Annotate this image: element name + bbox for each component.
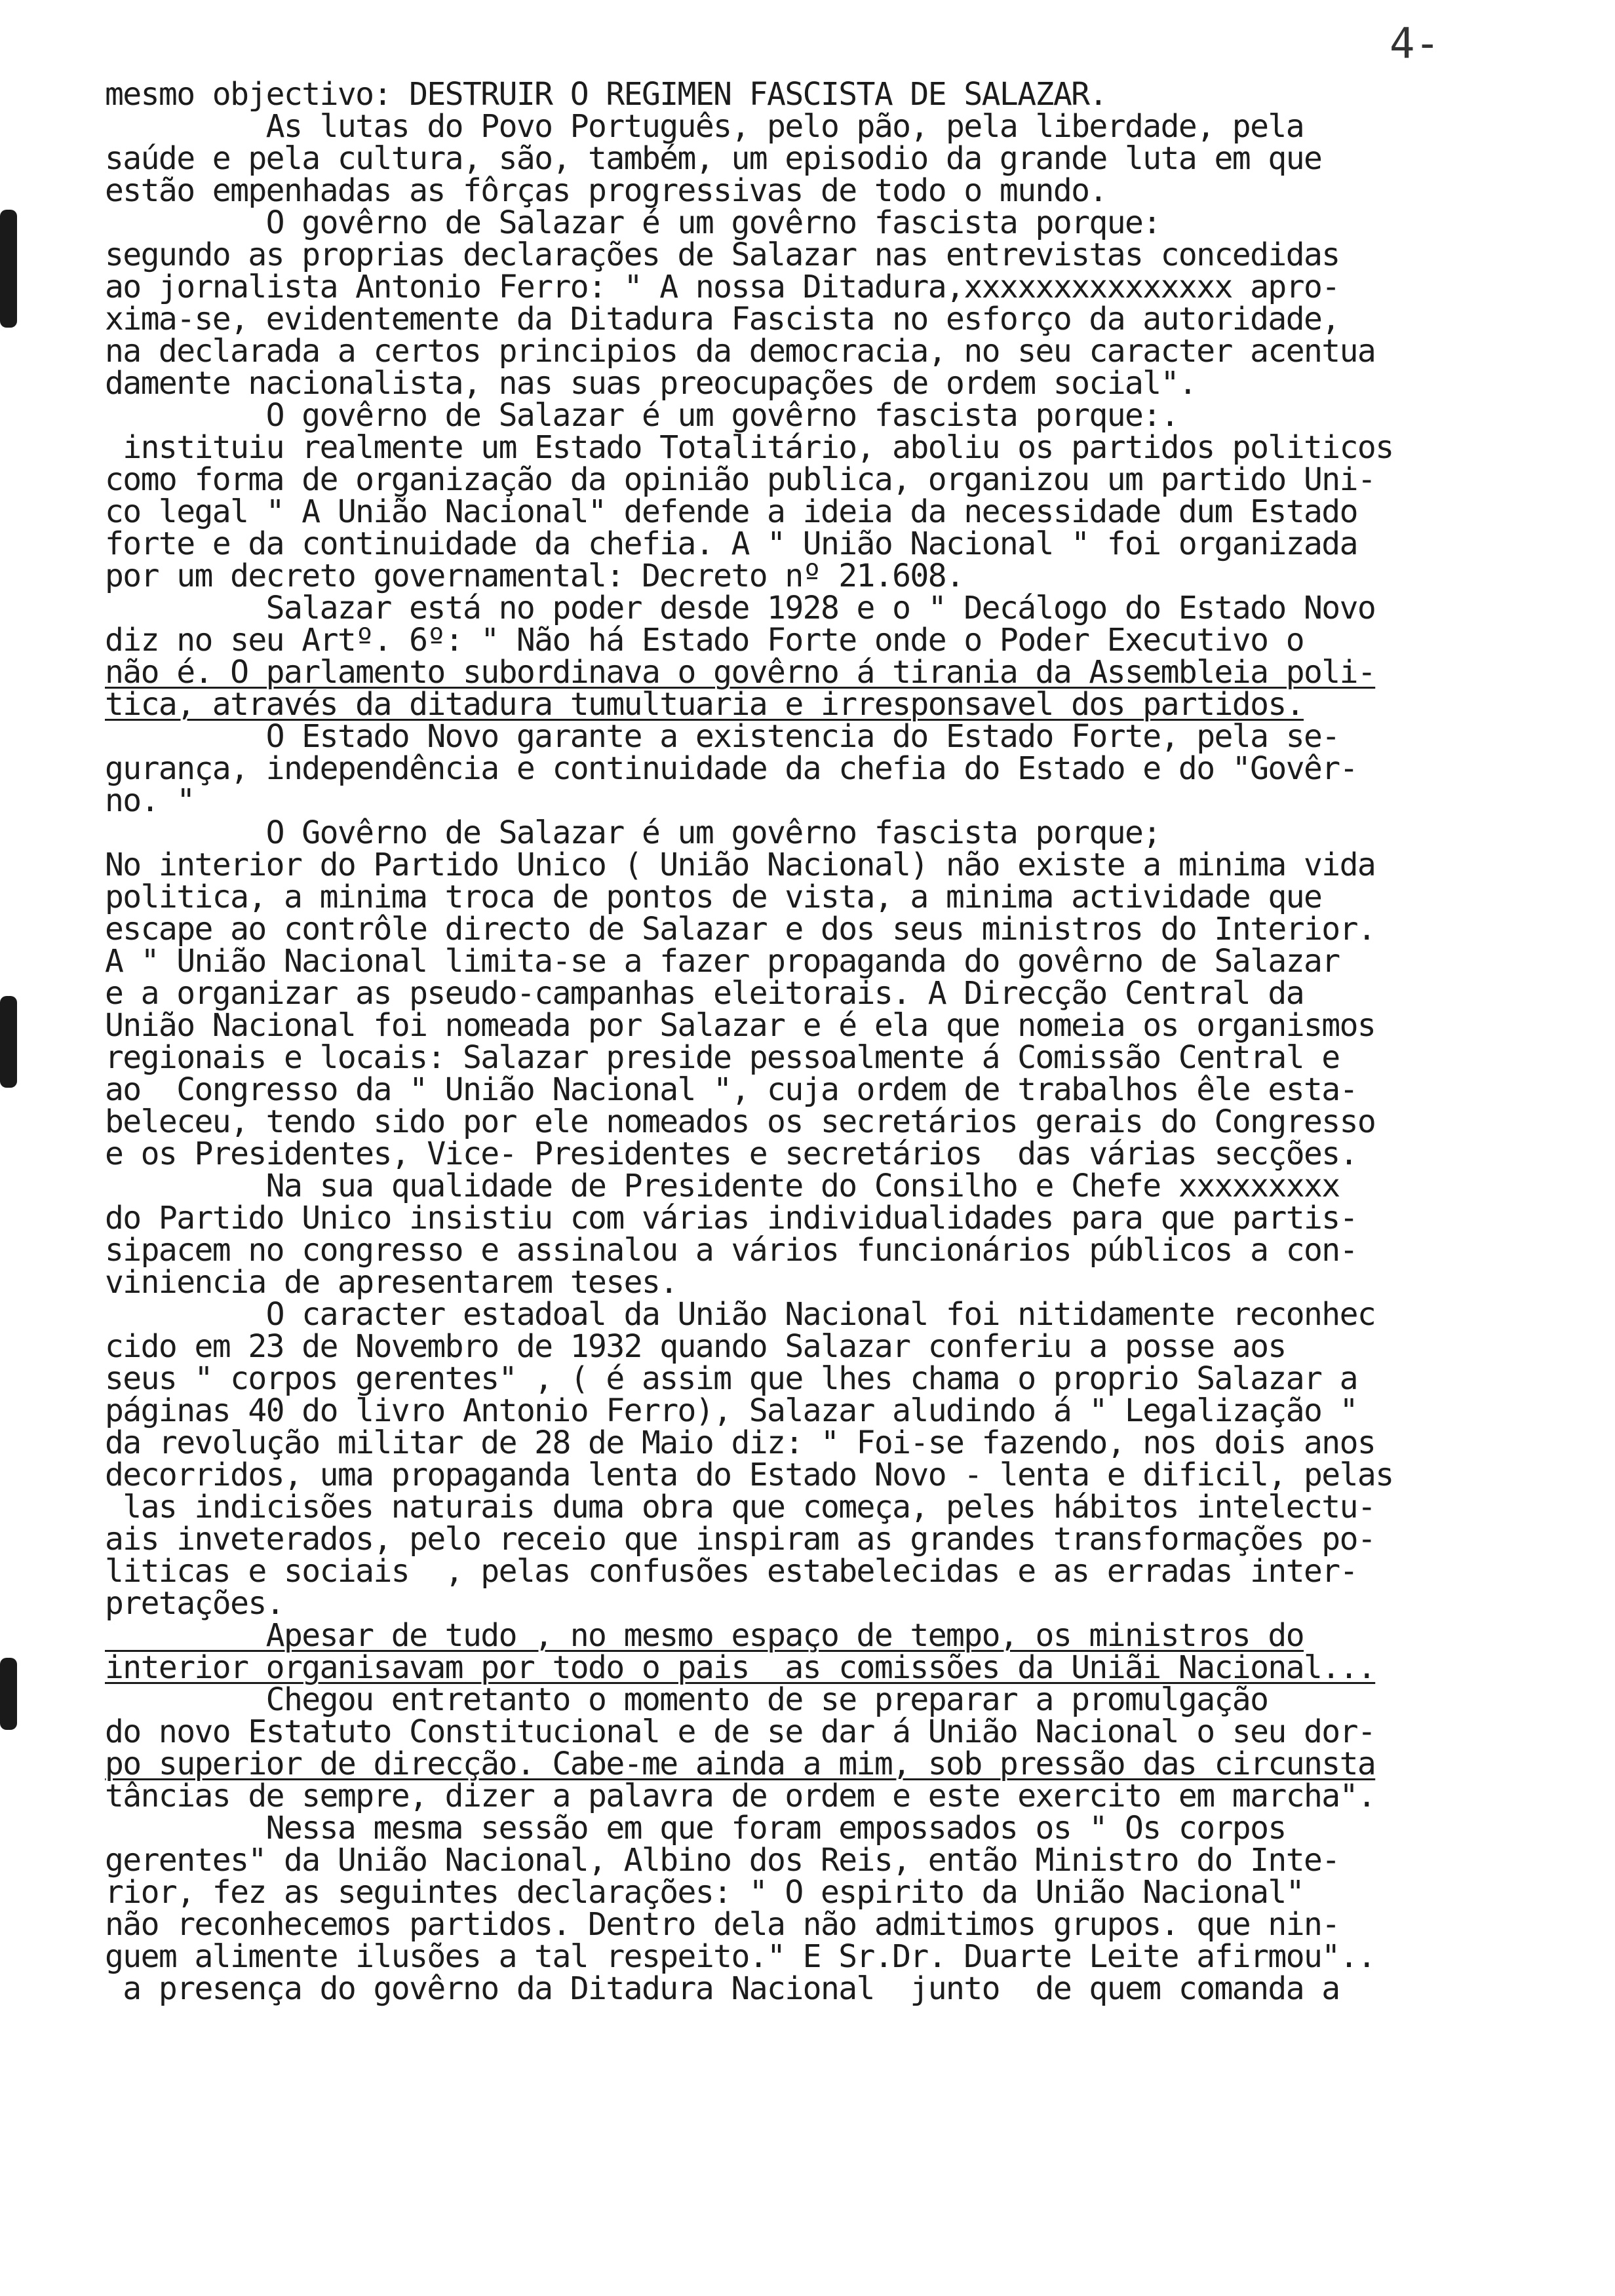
text-line: escape ao contrôle directo de Salazar e dos seus ministros do Interior. [105, 911, 1376, 947]
text-line: pretações. [105, 1585, 284, 1622]
text-line: ao jornalista Antonio Ferro: " A nossa Ditadura,xxxxxxxxxxxxxxx apro- [105, 269, 1340, 305]
page-number: 4- [1390, 20, 1441, 68]
text-line: O govêrno de Salazar é um govêrno fascista porque: [105, 204, 1161, 241]
text-line: liticas e sociais , pelas confusões estabelecidas e as erradas inter- [105, 1553, 1357, 1590]
text-line: rior, fez as seguintes declarações: " O espirito da União Nacional" [105, 1874, 1304, 1911]
text-line: gurança, independência e continuidade da chefia do Estado e do "Govêr- [105, 750, 1357, 787]
text-line: instituiu realmente um Estado Totalitário, aboliu os partidos politicos [105, 429, 1393, 466]
text-line: las indicisões naturais duma obra que começa, peles hábitos intelectu- [105, 1489, 1376, 1525]
underlined-text-line: Apesar de tudo , no mesmo espaço de tempo, os ministros do [105, 1617, 1304, 1654]
text-line: ais inveterados, pelo receio que inspiram as grandes transformações po- [105, 1521, 1376, 1558]
text-line: estão empenhadas as fôrças progressivas de todo o mundo. [105, 172, 1107, 209]
text-line: forte e da continuidade da chefia. A " União Nacional " foi organizada [105, 526, 1357, 562]
text-line: como forma de organização da opinião publica, organizou um partido Uni- [105, 461, 1376, 498]
underlined-text-line: po superior de direcção. Cabe-me ainda a mim, sob pressão das circunsta [105, 1746, 1376, 1782]
text-line: xima-se, evidentemente da Ditadura Fascista no esforço da autoridade, [105, 301, 1340, 337]
text-line: da revolução militar de 28 de Maio diz: " Foi-se fazendo, nos dois anos [105, 1425, 1376, 1461]
text-line: seus " corpos gerentes" , ( é assim que lhes chama o proprio Salazar a [105, 1360, 1357, 1397]
text-line: Salazar está no poder desde 1928 e o " Decálogo do Estado Novo [105, 590, 1376, 626]
underlined-text-line: interior organisavam por todo o pais as comissões da Uniãi Nacional... [105, 1649, 1376, 1686]
punch-hole-mark-middle [0, 996, 17, 1088]
punch-hole-mark-bottom [0, 1658, 17, 1730]
text-line: sipacem no congresso e assinalou a vários funcionários públicos a con- [105, 1232, 1357, 1269]
text-line: do Partido Unico insistiu com várias individualidades para que partis- [105, 1200, 1357, 1236]
text-line: e os Presidentes, Vice- Presidentes e secretários das várias secções. [105, 1136, 1357, 1172]
punch-hole-mark-top [0, 210, 17, 328]
text-line: A " União Nacional limita-se a fazer propaganda do govêrno de Salazar [105, 943, 1340, 980]
text-line: não reconhecemos partidos. Dentro dela não admitimos grupos. que nin- [105, 1906, 1340, 1943]
text-line: beleceu, tendo sido por ele nomeados os secretários gerais do Congresso [105, 1103, 1376, 1140]
text-line: Nessa mesma sessão em que foram empossados os " Os corpos [105, 1810, 1286, 1846]
text-line: na declarada a certos principios da democracia, no seu caracter acentua [105, 333, 1376, 370]
text-line: As lutas do Povo Português, pelo pão, pela liberdade, pela [105, 108, 1304, 145]
text-line: no. " [105, 782, 195, 819]
text-line: do novo Estatuto Constitucional e de se dar á União Nacional o seu dor- [105, 1713, 1376, 1750]
text-line: decorridos, uma propaganda lenta do Estado Novo - lenta e dificil, pelas [105, 1457, 1393, 1493]
text-line: tâncias de sempre, dizer a palavra de ordem e este exercito em marcha". [105, 1778, 1376, 1814]
text-line: O caracter estadoal da União Nacional foi nitidamente reconhec [105, 1296, 1376, 1333]
text-line: co legal " A União Nacional" defende a ideia da necessidade dum Estado [105, 493, 1357, 530]
text-line: e a organizar as pseudo-campanhas eleitorais. A Direcção Central da [105, 975, 1304, 1012]
text-line: Chegou entretanto o momento de se preparar a promulgação [105, 1681, 1268, 1718]
text-line: No interior do Partido Unico ( União Nacional) não existe a minima vida [105, 847, 1376, 883]
text-line: Na sua qualidade de Presidente do Consilho e Chefe xxxxxxxxx [105, 1168, 1340, 1204]
typewritten-body [105, 76, 1521, 2007]
text-line: cido em 23 de Novembro de 1932 quando Salazar conferiu a posse aos [105, 1328, 1286, 1365]
text-line: mesmo objectivo: DESTRUIR O REGIMEN FASCISTA DE SALAZAR. [105, 76, 1107, 113]
text-line: damente nacionalista, nas suas preocupações de ordem social". [105, 365, 1197, 402]
text-line: ao Congresso da " União Nacional ", cuja ordem de trabalhos êle esta- [105, 1071, 1357, 1108]
text-line: O govêrno de Salazar é um govêrno fascista porque:. [105, 397, 1178, 434]
text-line: a presença do govêrno da Ditadura Nacional junto de quem comanda a [105, 1970, 1340, 2007]
text-line: diz no seu Artº. 6º: " Não há Estado Forte onde o Poder Executivo o [105, 622, 1304, 659]
text-line: regionais e locais: Salazar preside pessoalmente á Comissão Central e [105, 1039, 1340, 1076]
text-line: politica, a minima troca de pontos de vista, a minima actividade que [105, 879, 1322, 915]
text-line: saúde e pela cultura, são, também, um episodio da grande luta em que [105, 140, 1322, 177]
text-line: gerentes" da União Nacional, Albino dos Reis, então Ministro do Inte- [105, 1842, 1340, 1879]
text-line: União Nacional foi nomeada por Salazar e é ela que nomeia os organismos [105, 1007, 1376, 1044]
text-line: guem alimente ilusões a tal respeito." E Sr.Dr. Duarte Leite afirmou".. [105, 1938, 1376, 1975]
underlined-text-line: tica, através da ditadura tumultuaria e irresponsavel dos partidos. [105, 686, 1304, 723]
text-line: O Govêrno de Salazar é um govêrno fascista porque; [105, 814, 1161, 851]
text-line: páginas 40 do livro Antonio Ferro), Salazar aludindo á " Legalização " [105, 1392, 1357, 1429]
text-line: segundo as proprias declarações de Salazar nas entrevistas concedidas [105, 237, 1340, 273]
text-line: O Estado Novo garante a existencia do Estado Forte, pela se- [105, 718, 1340, 755]
text-line: por um decreto governamental: Decreto nº 21.608. [105, 558, 964, 594]
underlined-text-line: não é. O parlamento subordinava o govêrno á tirania da Assembleia poli- [105, 654, 1376, 691]
text-line: viniencia de apresentarem teses. [105, 1264, 678, 1301]
